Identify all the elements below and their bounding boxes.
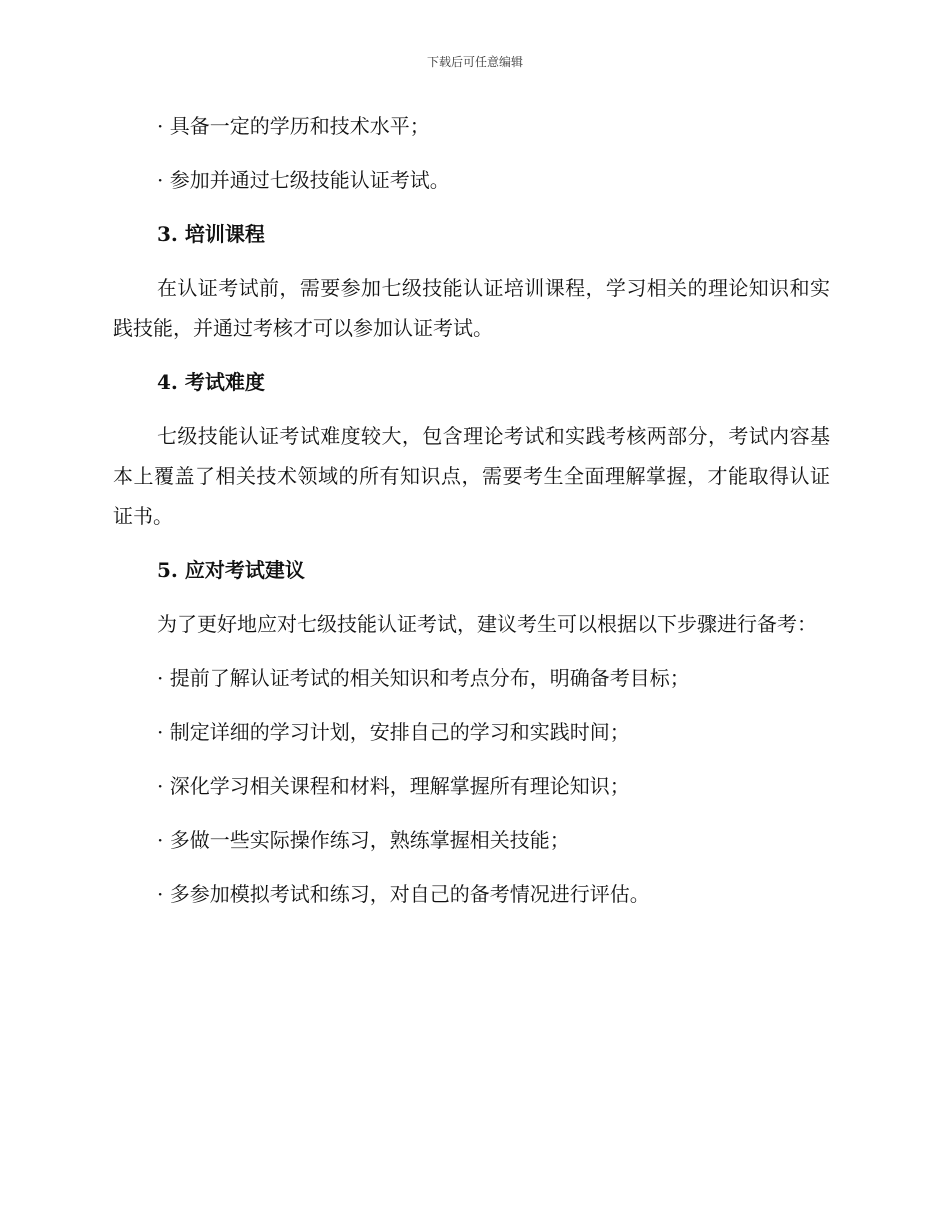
bullet-item: · 多参加模拟考试和练习，对自己的备考情况进行评估。	[157, 882, 650, 906]
section-heading: 5. 应对考试建议	[157, 558, 305, 582]
paragraph: 在认证考试前，需要参加七级技能认证培训课程，学习相关的理论知识和实践技能，并通过考核才可以参加认证考试。	[113, 276, 830, 340]
paragraph: 为了更好地应对七级技能认证考试，建议考生可以根据以下步骤进行备考：	[157, 612, 817, 636]
section-heading: 4. 考试难度	[157, 370, 265, 394]
bullet-item: · 制定详细的学习计划，安排自己的学习和实践时间；	[157, 720, 630, 744]
section-heading: 3. 培训课程	[157, 222, 265, 246]
document-body	[113, 106, 830, 914]
page-header-note: 下载后可任意编辑	[426, 55, 523, 69]
bullet-item: · 提前了解认证考试的相关知识和考点分布，明确备考目标；	[157, 666, 690, 690]
bullet-item: · 参加并通过七级技能认证考试。	[157, 168, 450, 192]
bullet-item: · 深化学习相关课程和材料，理解掌握所有理论知识；	[157, 774, 630, 798]
paragraph: 七级技能认证考试难度较大，包含理论考试和实践考核两部分，考试内容基本上覆盖了相关技术领域的所有知识点，需要考生全面理解掌握，才能取得认证证书。	[113, 424, 830, 528]
bullet-item: · 多做一些实际操作练习，熟练掌握相关技能；	[157, 828, 570, 852]
bullet-item: · 具备一定的学历和技术水平；	[157, 114, 430, 138]
